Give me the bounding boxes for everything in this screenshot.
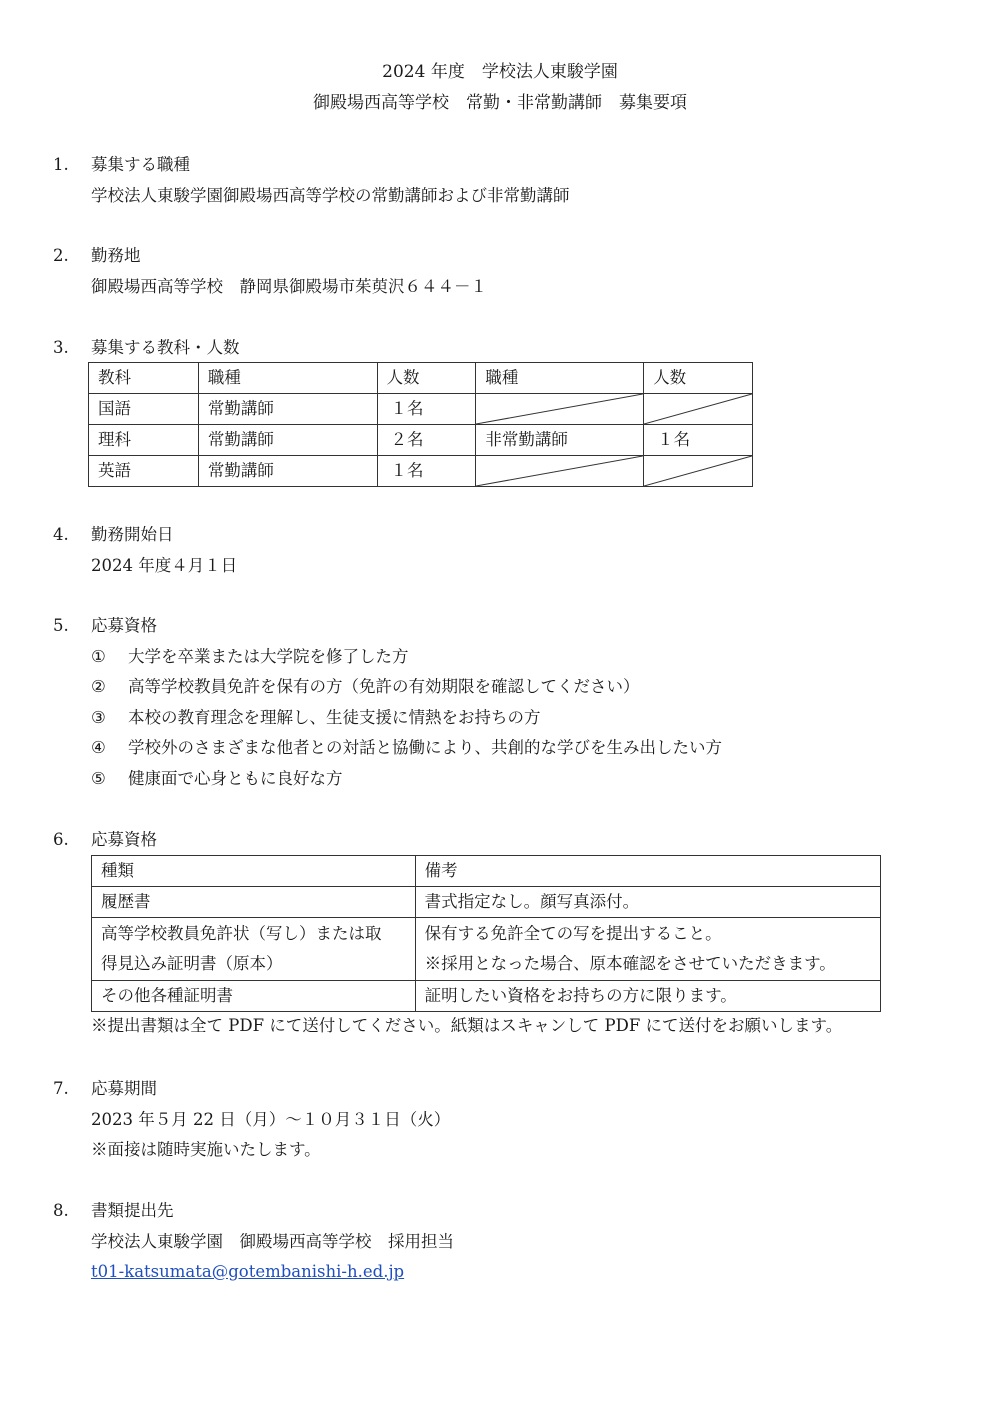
email-link[interactable]: t01-katsumata@gotembanishi-h.ed.jp [91, 1262, 405, 1281]
table-header-cell: 職種 [198, 363, 377, 394]
section-body: 学校法人東駿学園 御殿場西高等学校 採用担当 [91, 1231, 454, 1251]
table-cell: １名 [377, 394, 476, 425]
empty-cell-diagonal [644, 456, 753, 487]
section-title: 応募期間 [91, 1079, 157, 1098]
empty-cell-diagonal [476, 394, 644, 425]
section-title: 応募資格 [91, 830, 157, 849]
section-6 [53, 825, 157, 856]
list-item [91, 672, 722, 703]
list-item [91, 642, 722, 673]
list-marker: ② [91, 677, 106, 696]
table-cell-line: 高等学校教員免許状（写し）または取 [101, 923, 382, 943]
table-row [89, 394, 753, 425]
section-number: 3. [53, 338, 69, 357]
table-cell: 履歴書 [92, 887, 416, 918]
table-header-row [92, 856, 881, 887]
section-body: 2024 年度４月１日 [91, 555, 238, 575]
list-marker: ⑤ [91, 768, 106, 788]
list-marker: ③ [91, 707, 106, 727]
list-item [91, 703, 722, 734]
table-cell: 書式指定なし。顔写真添付。 [415, 887, 880, 918]
section-number: 1. [53, 155, 69, 174]
subjects-table [88, 362, 753, 487]
list-marker: ④ [91, 738, 106, 757]
table-cell: １名 [377, 456, 476, 487]
table-cell: 国語 [89, 394, 199, 425]
list-text: 高等学校教員免許を保有の方（免許の有効期限を確認してください） [128, 677, 640, 696]
list-text: 大学を卒業または大学院を修了した方 [128, 646, 409, 666]
table-header-cell: 人数 [644, 363, 753, 394]
document-title-line2: 御殿場西高等学校 常勤・非常勤講師 募集要項 [313, 93, 687, 113]
table-row [89, 425, 753, 456]
section-number: 6. [53, 830, 69, 849]
section-title: 勤務地 [91, 246, 141, 265]
section-8 [53, 1196, 454, 1288]
table-cell: ２名 [377, 425, 476, 456]
section-title: 応募資格 [91, 616, 157, 635]
section-number: 4. [53, 525, 69, 544]
table-header-cell: 人数 [377, 363, 476, 394]
section-1 [53, 150, 570, 211]
table-header-cell: 職種 [476, 363, 644, 394]
table-cell: 常勤講師 [198, 425, 377, 456]
empty-cell-diagonal [476, 456, 644, 487]
table-cell: 英語 [89, 456, 199, 487]
table-header-cell: 教科 [89, 363, 199, 394]
table-header-cell: 備考 [415, 856, 880, 887]
table-cell [92, 918, 416, 981]
section-3 [53, 333, 240, 364]
table-cell-line: 保有する免許全ての写を提出すること。 [424, 923, 722, 943]
documents-table [91, 855, 881, 1012]
table-cell: 常勤講師 [198, 456, 377, 487]
section-body: 御殿場西高等学校 静岡県御殿場市茱萸沢６４４－１ [91, 276, 487, 296]
section-title: 書類提出先 [91, 1201, 174, 1220]
table-cell: １名 [644, 425, 753, 456]
document-title-line1: 2024 年度 学校法人東駿学園 [382, 62, 618, 82]
table-cell: 理科 [89, 425, 199, 456]
list-text: 健康面で心身ともに良好な方 [128, 768, 343, 788]
table-cell: その他各種証明書 [92, 981, 416, 1012]
table-cell [415, 918, 880, 981]
table-header-row [89, 363, 753, 394]
section-2 [53, 241, 487, 302]
list-item [91, 764, 722, 795]
list-text: 学校外のさまざまな他者との対話と協働により、共創的な学びを生み出したい方 [128, 738, 722, 757]
section-title: 募集する職種 [91, 155, 190, 174]
section-7 [53, 1074, 450, 1166]
list-item [91, 733, 722, 764]
table-cell-line: 得見込み証明書（原本） [101, 954, 283, 973]
table-row [92, 981, 881, 1012]
section-number: 7. [53, 1079, 69, 1098]
section-title: 勤務開始日 [91, 525, 174, 544]
section-number: 5. [53, 616, 69, 635]
section-number: 2. [53, 246, 69, 265]
empty-cell-diagonal [644, 394, 753, 425]
section-5 [53, 611, 722, 794]
list-marker: ① [91, 646, 106, 666]
table-cell: 常勤講師 [198, 394, 377, 425]
table-row [92, 918, 881, 981]
table-cell-line: ※採用となった場合、原本確認をさせていただきます。 [424, 954, 836, 973]
section-4 [53, 520, 237, 581]
section-body: 2023 年５月 22 日（月）～１０月３１日（火） [91, 1109, 451, 1129]
section-title: 募集する教科・人数 [91, 338, 240, 357]
section-body: 学校法人東駿学園御殿場西高等学校の常勤講師および非常勤講師 [91, 185, 570, 205]
section-number: 8. [53, 1201, 69, 1220]
section-note: ※面接は随時実施いたします。 [91, 1140, 321, 1159]
table-row [89, 456, 753, 487]
table-cell: 証明したい資格をお持ちの方に限ります。 [415, 981, 880, 1012]
table-cell: 非常勤講師 [476, 425, 644, 456]
list-text: 本校の教育理念を理解し、生徒支援に情熱をお持ちの方 [128, 707, 541, 727]
footnote: ※提出書類は全て PDF にて送付してください。紙類はスキャンして PDF にて送付をお願いします。 [91, 1016, 843, 1035]
table-row [92, 887, 881, 918]
table-header-cell: 種類 [92, 856, 416, 887]
